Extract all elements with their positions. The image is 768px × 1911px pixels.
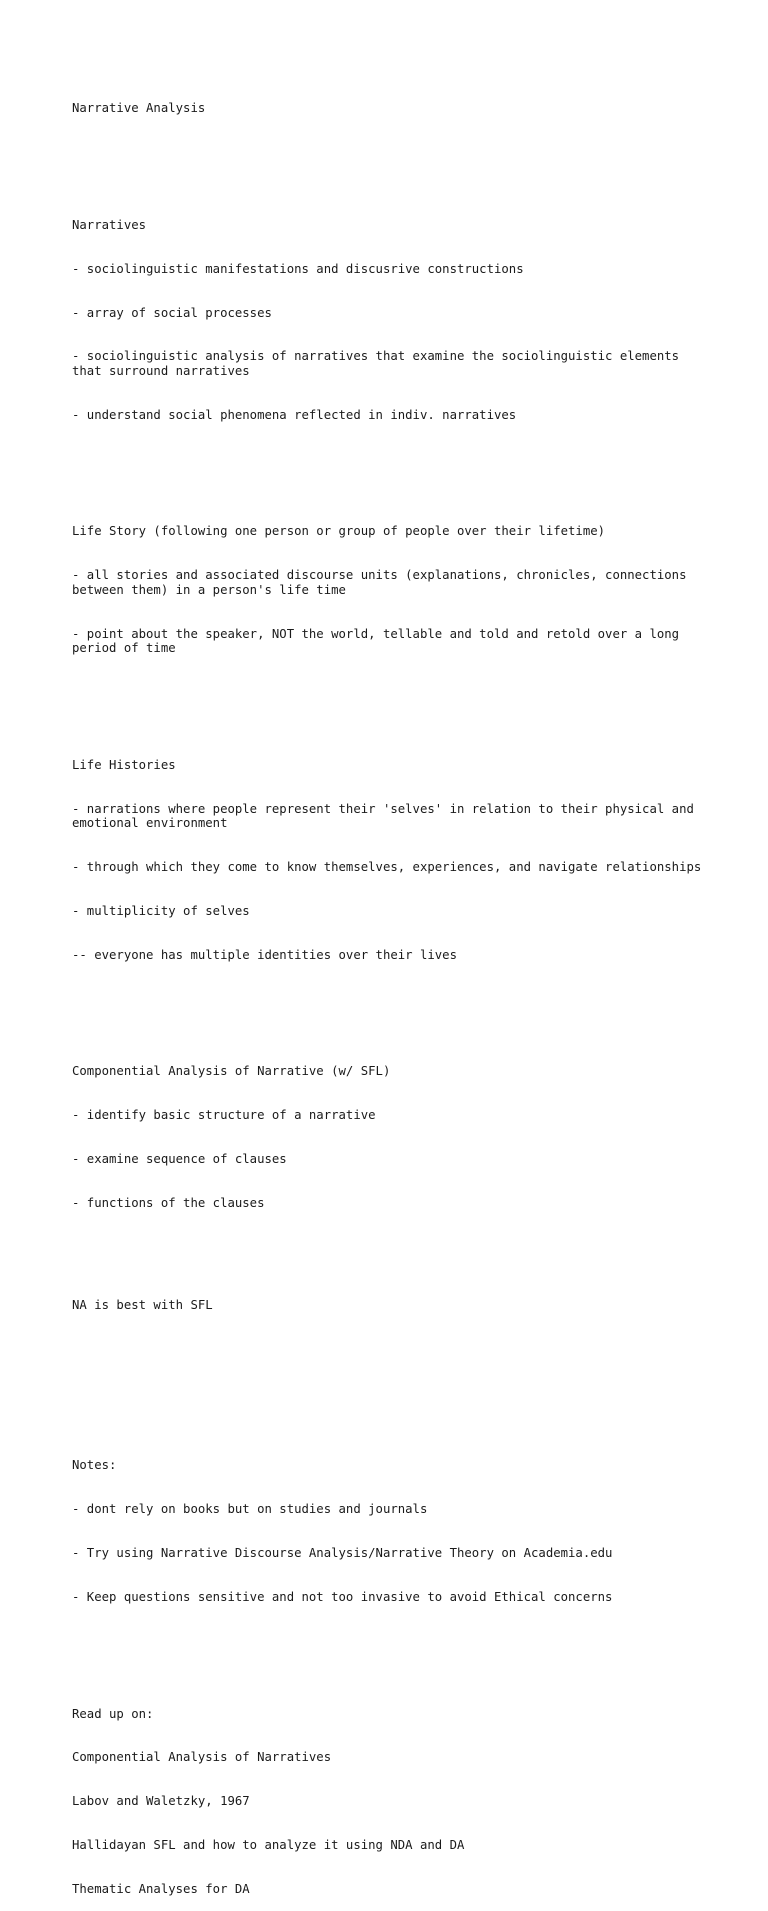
list-item: - through which they come to know themselves, experiences, and navigate relationships <box>72 860 702 875</box>
spacer <box>72 451 712 466</box>
list-item: Hallidayan SFL and how to analyze it using NDA and DA <box>72 1837 465 1852</box>
spacer <box>72 685 712 700</box>
document-page <box>72 72 712 1911</box>
list-item: - dont rely on books but on studies and journals <box>72 1502 428 1517</box>
list-item: - array of social processes <box>72 305 272 320</box>
list-item: - sociolinguistic manifestations and discusrive constructions <box>72 261 524 276</box>
list-item: - point about the speaker, NOT the world, tellable and told and retold over a long period of time <box>72 626 687 656</box>
spacer <box>72 1634 712 1649</box>
section-heading-narratives: Narratives <box>72 217 147 232</box>
list-item: - examine sequence of clauses <box>72 1151 287 1166</box>
list-item: - Try using Narrative Discourse Analysis/Narrative Theory on Academia.edu <box>72 1545 613 1560</box>
spacer <box>72 1342 712 1357</box>
spacer <box>72 1240 712 1255</box>
list-item: Labov and Waletzky, 1967 <box>72 1794 250 1809</box>
spacer <box>72 145 712 160</box>
list-item: - understand social phenomena reflected in indiv. narratives <box>72 407 517 422</box>
statement-text: NA is best with SFL <box>72 1297 213 1312</box>
list-item: -- everyone has multiple identities over their lives <box>72 947 457 962</box>
section-heading-life-story: Life Story (following one person or group of people over their lifetime) <box>72 524 606 539</box>
document-title: Narrative Analysis <box>72 101 206 116</box>
list-item: Thematic Analyses for DA <box>72 1881 250 1896</box>
section-heading-componential-analysis: Componential Analysis of Narrative (w/ SFL) <box>72 1064 391 1079</box>
list-item: - all stories and associated discourse units (explanations, chronicles, connections between them) in a person's life time <box>72 568 694 597</box>
notes-heading: Notes: <box>72 1458 117 1473</box>
list-item: - Keep questions sensitive and not too invasive to avoid Ethical concerns <box>72 1589 613 1604</box>
list-item: - sociolinguistic analysis of narratives that examine the sociolinguistic elements that surround narratives <box>72 349 687 378</box>
read-up-heading: Read up on: <box>72 1706 154 1721</box>
spacer <box>72 1385 712 1400</box>
list-item: - multiplicity of selves <box>72 903 250 918</box>
list-item: - functions of the clauses <box>72 1195 265 1210</box>
section-heading-life-histories: Life Histories <box>72 757 176 772</box>
list-item: Componential Analysis of Narratives <box>72 1750 332 1765</box>
list-item: - identify basic structure of a narrative <box>72 1108 376 1123</box>
spacer <box>72 991 712 1006</box>
list-item: - narrations where people represent their 'selves' in relation to their physical and emotional environment <box>72 801 702 831</box>
